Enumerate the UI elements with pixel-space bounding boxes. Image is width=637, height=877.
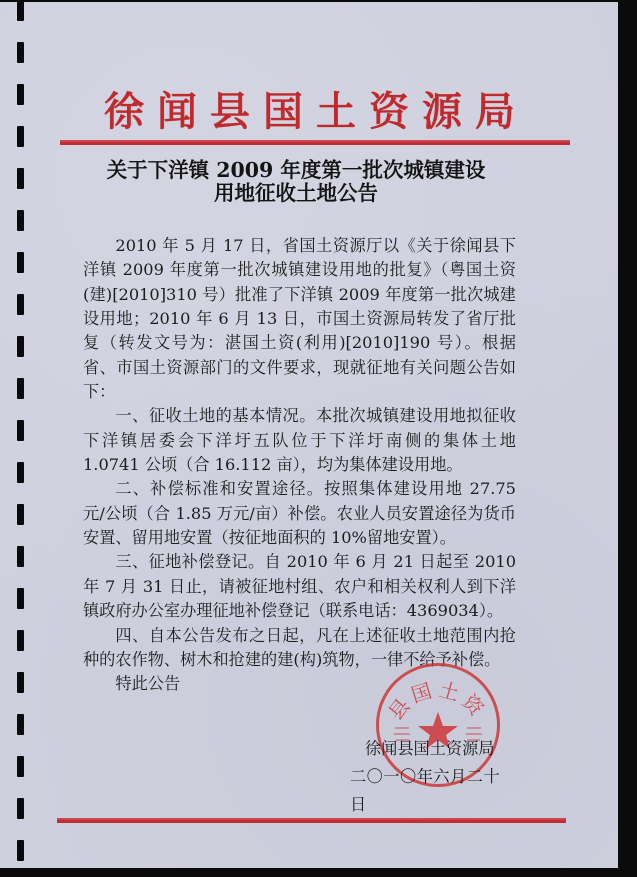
punch-hole	[17, 42, 24, 63]
punch-hole	[17, 840, 24, 861]
punch-hole	[17, 126, 24, 147]
punch-hole	[17, 378, 24, 399]
footer-red-rule	[57, 818, 566, 823]
document-title-line-1: 关于下洋镇 2009 年度第一批次城镇建设	[106, 158, 486, 182]
section-2-paragraph: 二、补偿标准和安置途径。按照集体建设用地 27.75 元/公顷（合 1.85 万元/亩）补偿。农业人员安置途径为货币安置、留用地安置（按征地面积的 10%留地安置）。	[83, 479, 516, 548]
signature-org: 徐闻县国土资源局	[365, 739, 495, 758]
punch-hole	[17, 168, 24, 189]
document-title-line-2: 用地征收土地公告	[214, 181, 378, 205]
punch-hole	[17, 714, 24, 735]
punch-hole	[17, 756, 24, 777]
punch-hole	[17, 546, 24, 567]
letterhead-org-name: 徐闻县国土资源局	[104, 88, 528, 135]
punch-hole	[17, 504, 24, 525]
punch-hole	[17, 336, 24, 357]
punch-hole	[17, 294, 24, 315]
punch-hole	[17, 0, 24, 21]
punch-hole	[17, 798, 24, 819]
punch-hole	[17, 672, 24, 693]
punch-hole	[17, 462, 24, 483]
punch-hole	[17, 84, 24, 105]
seal-text: 县国土资	[383, 677, 492, 725]
letterhead-red-rule	[60, 140, 570, 145]
document-title	[60, 159, 532, 205]
section-4-paragraph: 四、自本公告发布之日起，凡在上述征收土地范围内抢种的农作物、树木和抢建的建(构)筑物，一律不给予补偿。	[83, 625, 516, 669]
punch-hole	[17, 630, 24, 651]
punch-hole	[17, 588, 24, 609]
closing-paragraph: 特此公告	[115, 674, 181, 694]
punch-hole	[17, 210, 24, 231]
intro-paragraph: 2010 年 5 月 17 日，省国土资源厅以《关于徐闻县下洋镇 2009 年度第一批次城镇建设用地的批复》（粤国土资(建)[2010]310 号）批准了下洋镇 2009 年度第一批次城建设用地；2010 年 6 月 13 日，市国土资源局转发了省厅批复（转发文号为：湛国土资(利用)[2010]190 号）。根据省、市国土资源部门的文件要求，现就征地有关问题公告如下：	[83, 236, 516, 402]
section-1-paragraph: 一、征收土地的基本情况。本批次城镇建设用地拟征收下洋镇居委会下洋圩五队位于下洋圩南侧的集体土地 1.0741 公顷（合 16.112 亩），均为集体建设用地。	[83, 406, 516, 475]
signature-date: 二〇一〇年六月二十日	[350, 767, 501, 814]
punch-hole	[17, 420, 24, 441]
document-page	[0, 2, 618, 868]
punch-hole	[17, 252, 24, 273]
section-3-paragraph: 三、征地补偿登记。自 2010 年 6 月 21 日起至 2010 年 7 月 31 日止，请被征地村组、农户和相关权利人到下洋镇政府办公室办理征地补偿登记（联系电话：4369034）。	[83, 552, 516, 621]
document-body	[83, 234, 516, 697]
signature-block	[350, 735, 515, 819]
